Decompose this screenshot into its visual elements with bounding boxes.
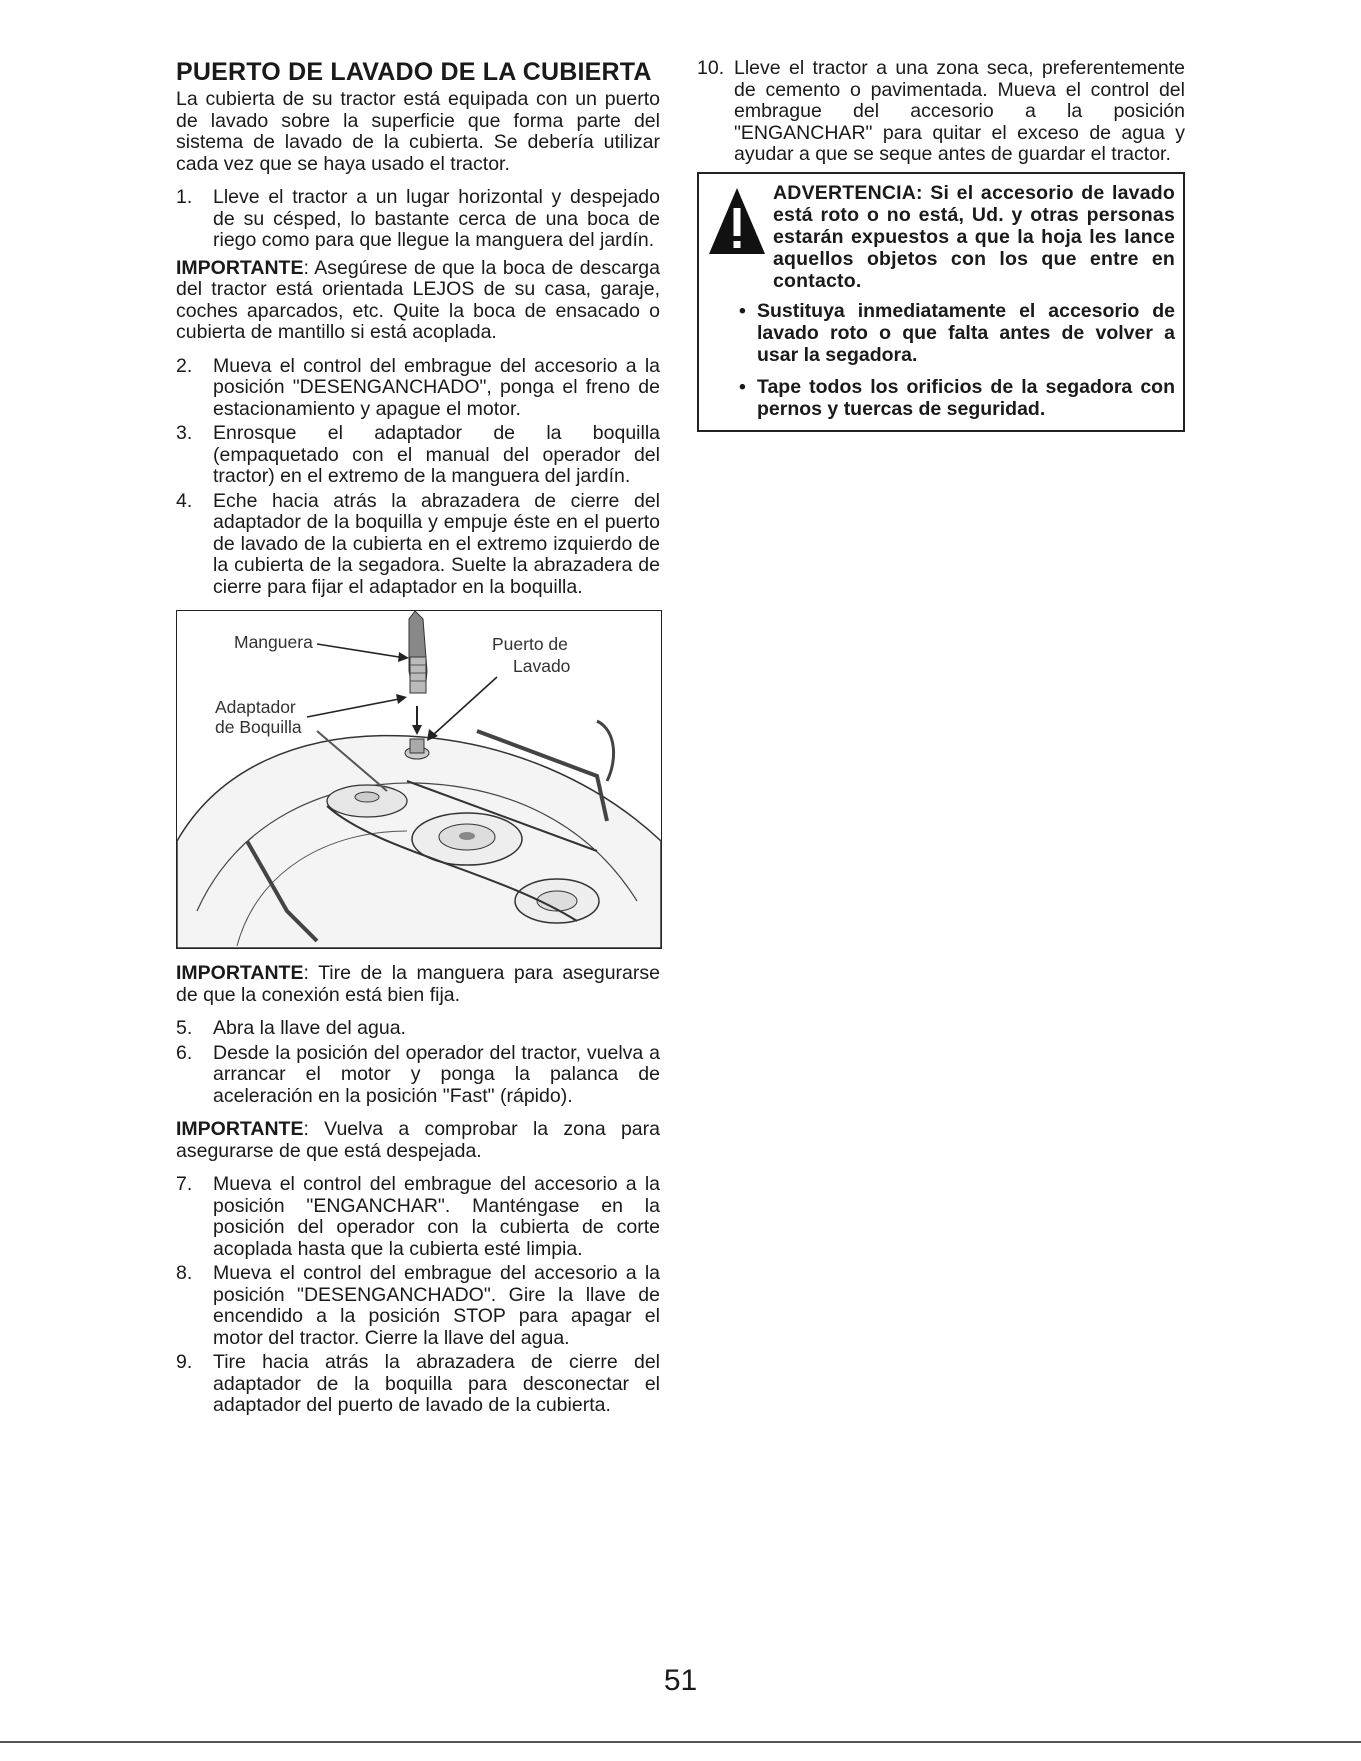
bullet-marker: •	[739, 375, 746, 398]
step-number: 3.	[176, 422, 193, 444]
step-text: Lleve el tractor a una zona seca, preferentemente de cemento o pavimentada. Mueva el control del embrague del accesorio a la posición "ENGANCHAR" para quitar el exceso de agua y ayudar a que se seque antes de guardar el tractor.	[734, 57, 1185, 165]
step-text: Abra la llave del agua.	[213, 1017, 406, 1039]
mower-deck-illustration	[177, 611, 661, 948]
step-text: Desde la posición del operador del tractor, vuelva a arrancar el motor y ponga la palanca de aceleración en la posición "Fast" (rápido).	[213, 1041, 660, 1107]
step-text: Mueva el control del embrague del accesorio a la posición "DESENGANCHADO". Gire la llave de encendido a la posición STOP para apagar el motor del tractor. Cierre la llave del agua.	[213, 1262, 660, 1349]
step-2	[176, 356, 660, 421]
step-text: Mueva el control del embrague del accesorio a la posición "ENGANCHAR". Manténgase en la posición del operador con la cubierta de corte acoplada hasta que la cubierta esté limpia.	[213, 1173, 660, 1260]
page-number: 51	[663, 1664, 698, 1697]
important-label: IMPORTANTE	[176, 962, 304, 984]
step-8	[176, 1263, 660, 1349]
important-text: : Tire de la manguera para asegurarse de que la conexión está bien fija.	[176, 962, 660, 1006]
step-number: 5.	[176, 1017, 193, 1039]
bullet-marker: •	[739, 299, 746, 322]
label-manguera: Manguera	[234, 632, 313, 652]
right-column	[697, 58, 1185, 432]
step-9	[176, 1352, 660, 1417]
wash-port-figure	[176, 610, 662, 949]
section-title: PUERTO DE LAVADO DE LA CUBIERTA	[176, 58, 652, 86]
label-puerto-line2: Lavado	[513, 656, 571, 676]
step-10	[697, 58, 1185, 166]
step-number: 1.	[176, 186, 193, 208]
step-text: Enrosque el adaptador de la boquilla (empaquetado con el manual del operador del tractor) en el extremo de la manguera del jardín.	[213, 422, 660, 487]
step-6	[176, 1043, 660, 1108]
step-list-5	[697, 58, 1185, 166]
important-label: IMPORTANTE	[176, 256, 304, 279]
label-puerto-line1: Puerto de	[492, 634, 568, 654]
step-4	[176, 491, 660, 599]
step-number: 2.	[176, 354, 193, 377]
step-number: 8.	[176, 1262, 193, 1284]
step-list-2	[176, 356, 660, 599]
step-number: 6.	[176, 1041, 193, 1064]
important-label: IMPORTANTE	[176, 1118, 304, 1140]
label-adaptador-line2: de Boquilla	[215, 717, 302, 737]
label-adaptador-line1: Adaptador	[215, 697, 296, 717]
bullet-text: Sustituya inmediatamente el accesorio de lavado roto o que falta antes de volver a usar la segadora.	[757, 299, 1175, 366]
step-5	[176, 1018, 660, 1040]
step-text: Lleve el tractor a un lugar horizontal y despejado de su césped, lo bastante cerca de una boca de riego como para que llegue la manguera del jardín.	[213, 186, 660, 251]
step-text: Tire hacia atrás la abrazadera de cierre del adaptador de la boquilla para desconectar el adaptador del puerto de lavado de la cubierta.	[213, 1351, 660, 1416]
bullet-text: Tape todos los orificios de la segadora con pernos y tuercas de seguridad.	[757, 375, 1175, 420]
warning-bullets	[707, 300, 1175, 420]
warning-bullet	[707, 376, 1175, 420]
important-note-2	[176, 963, 660, 1006]
step-number: 9.	[176, 1351, 193, 1373]
step-number: 7.	[176, 1173, 193, 1195]
step-text: Mueva el control del embrague del accesorio a la posición "DESENGANCHADO", ponga el freno de estacionamiento y apague el motor.	[213, 354, 660, 420]
step-list-4	[176, 1174, 660, 1417]
step-7	[176, 1174, 660, 1260]
step-1	[176, 187, 660, 252]
important-text: : Vuelva a comprobar la zona para asegurarse de que está despejada.	[176, 1118, 660, 1162]
step-text: Eche hacia atrás la abrazadera de cierre del adaptador de la boquilla y empuje éste en el puerto de lavado de la cubierta en el extremo izquierdo de la cubierta de la segadora. Suelte la abrazadera de cierre para fijar el adaptador en la boquilla.	[213, 489, 660, 598]
step-3	[176, 423, 660, 488]
left-column	[176, 58, 660, 1420]
step-number: 4.	[176, 489, 193, 512]
warning-bullet	[707, 300, 1175, 366]
warning-box	[697, 172, 1185, 432]
bottom-rule	[0, 1741, 1361, 1743]
important-note-3	[176, 1119, 660, 1162]
important-text: : Asegúrese de que la boca de descarga del tractor está orientada LEJOS de su casa, garaje, coches aparcados, etc. Quite la boca de ensacado o cubierta de mantillo si está acoplada.	[176, 256, 660, 343]
warning-text: ADVERTENCIA: Si el accesorio de lavado está roto o no está, Ud. y otras personas estarán expuestos a que la hoja les lance aquellos objetos con los que entre en contacto.	[773, 181, 1175, 292]
important-note-1	[176, 258, 660, 344]
warning-triangle-icon	[707, 186, 773, 262]
step-number: 10.	[697, 57, 725, 79]
step-list-3	[176, 1018, 660, 1107]
step-list-1	[176, 187, 660, 252]
intro-paragraph: La cubierta de su tractor está equipada con un puerto de lavado sobre la superficie que forma parte del sistema de lavado de la cubierta. Se debería utilizar cada vez que se haya usado el tractor.	[176, 88, 660, 175]
warning-header	[707, 182, 1175, 292]
